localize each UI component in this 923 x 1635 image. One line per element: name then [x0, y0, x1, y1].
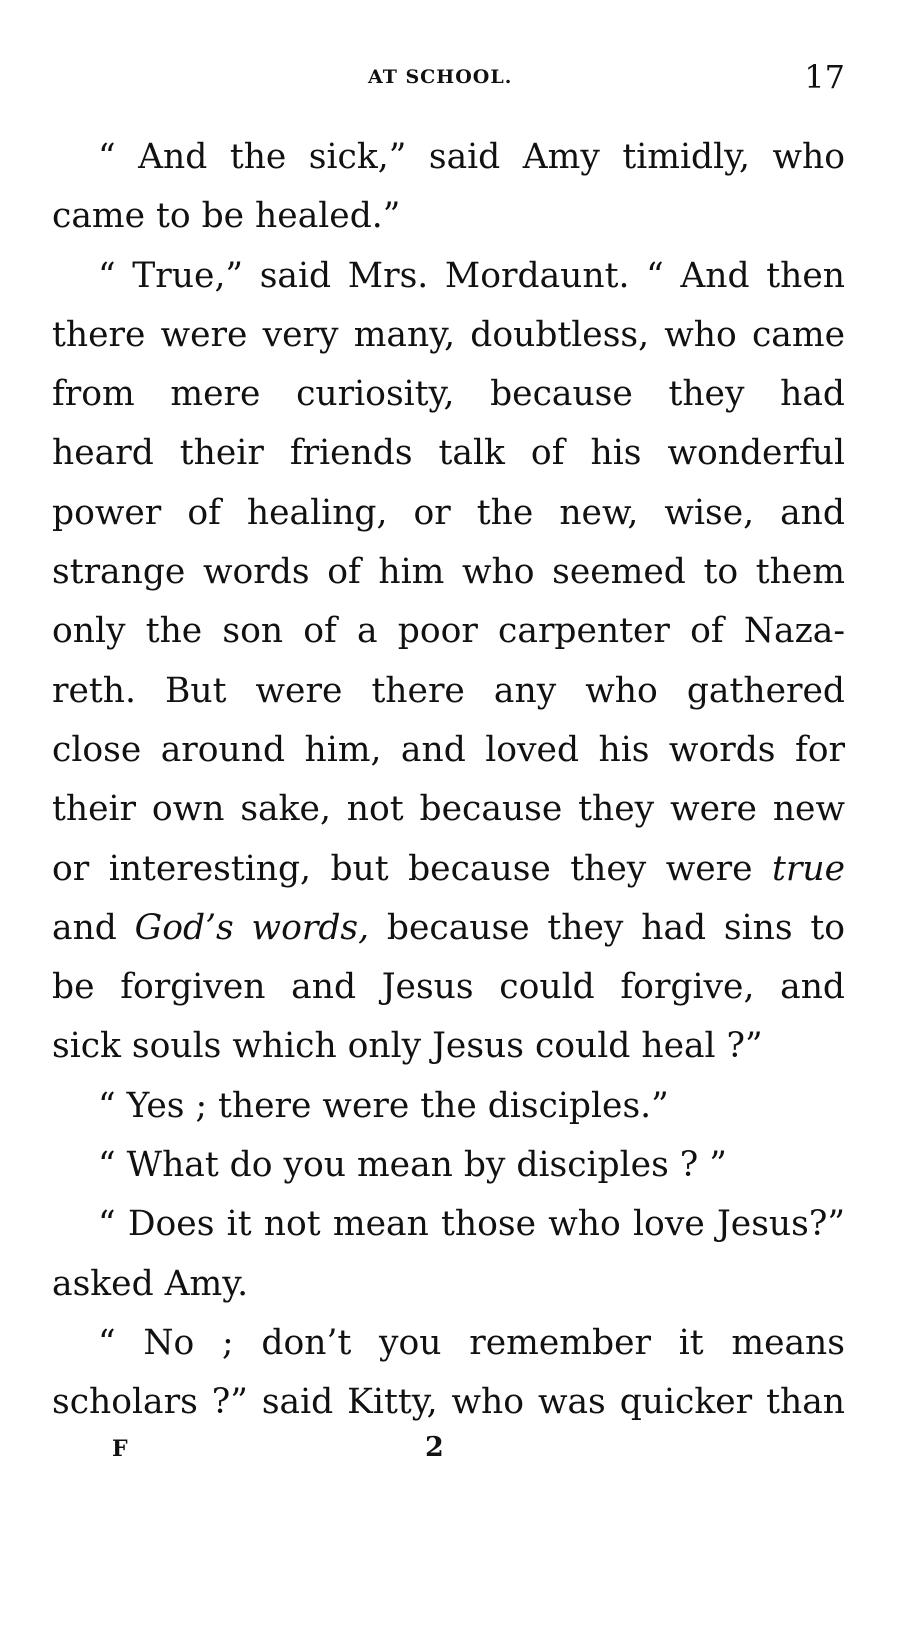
text-line: close around him, and loved his words for [52, 729, 845, 770]
text-line: “ Yes ; there were the disciples.” [98, 1085, 669, 1126]
text-line: scholars ?” said Kitty, who was quicker than [52, 1382, 845, 1423]
text-line: power of healing, or the new, wise, and [52, 492, 845, 533]
text-line: asked Amy. [52, 1263, 249, 1304]
running-title: AT SCHOOL. [368, 66, 513, 88]
text-line: heard their friends talk of his wonderful [52, 433, 845, 474]
text-line: “ No ; don’t you remember it means [98, 1322, 845, 1363]
text-line: their own sake, not because they were new [52, 789, 845, 830]
text-line: “ Does it not mean those who love Jesus?” [98, 1204, 845, 1245]
running-head [0, 58, 923, 98]
body-text [52, 128, 845, 1433]
sheet-number: 2 [425, 1432, 444, 1463]
text-line: from mere curiosity, because they had [52, 374, 845, 415]
text-line: only the son of a poor carpenter of Naza- [52, 611, 845, 652]
text-line: “ And the sick,” said Amy timidly, who [98, 137, 845, 177]
text-segment: or interesting, but because they were [52, 848, 772, 889]
italic-word-true: true [772, 848, 845, 889]
page-number: 17 [804, 58, 845, 96]
text-line: reth. But were there any who gathered [52, 670, 845, 711]
text-line: came to be healed.” [52, 196, 401, 237]
text-line [52, 899, 845, 958]
text-line: be forgiven and Jesus could forgive, and [52, 967, 845, 1008]
text-line: sick souls which only Jesus could heal ?” [52, 1026, 763, 1067]
text-line: strange words of him who seemed to them [52, 552, 845, 593]
text-line: “ True,” said Mrs. Mordaunt. “ And then [98, 255, 845, 296]
text-line: there were very many, doubtless, who came [52, 314, 845, 355]
text-segment: and [52, 907, 135, 948]
italic-phrase-gods-words: God’s words, [134, 907, 370, 948]
text-segment: because they had sins to [369, 907, 845, 948]
page-footer [0, 1432, 923, 1476]
signature-mark: F [112, 1436, 128, 1462]
text-line [52, 840, 845, 899]
text-line: “ What do you mean by disciples ? ” [98, 1145, 727, 1186]
